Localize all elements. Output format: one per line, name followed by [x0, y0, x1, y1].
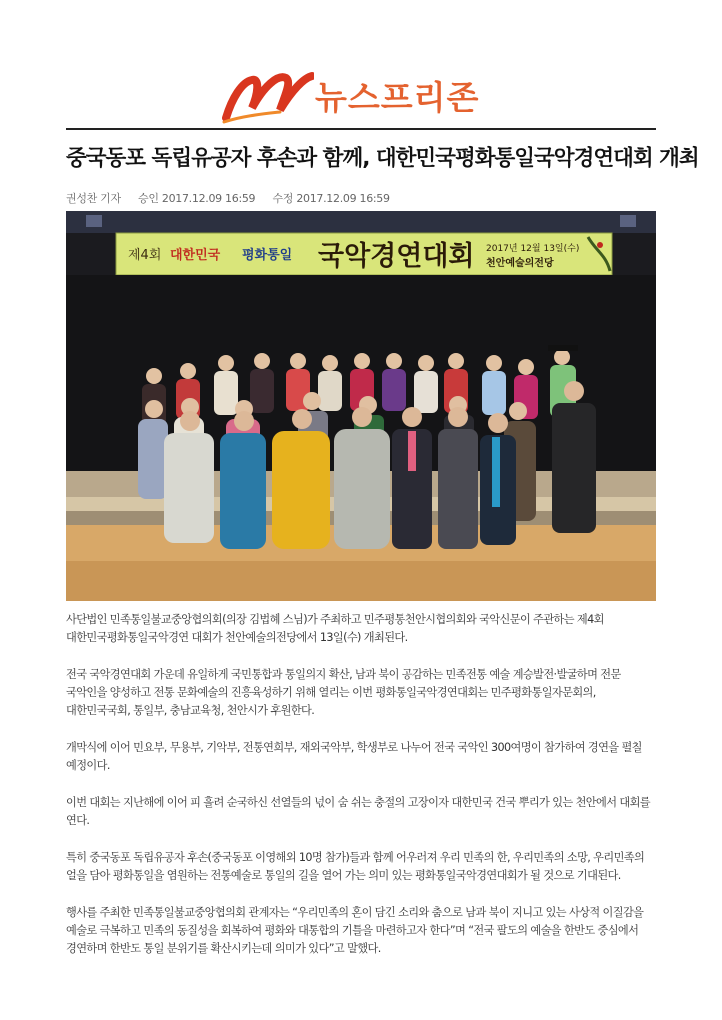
article-paragraph: 이번 대회는 지난해에 이어 피 흘려 순국하신 선열들의 넋이 숨 쉬는 충절의 고장이자 대한민국 건국 뿌리가 있는 천안에서 대회를 연다. [66, 796, 650, 827]
reporter-name[interactable]: 권성찬 기자 [66, 192, 121, 205]
article-body [66, 611, 658, 977]
article-paragraph: 전국 국악경연대회 가운데 유일하게 국민통합과 통일의지 확산, 남과 북이 공감하는 민족전통 예술 계승발전·발굴하며 전문 국악인을 양성하고 전통 문화예술의 진흥육성하기 위해 열리는 이번 평화통일국악경연대회는 민주평화통일자문회의, 대한민국국회, 통일부, 충남교육청, 천안시가 후원한다. [66, 668, 621, 717]
newsprizone-logo-icon[interactable] [222, 68, 314, 126]
modified-time: 수정 2017.12.09 16:59 [272, 192, 390, 205]
article-photo [66, 211, 656, 601]
banner-round: 제4회 [128, 248, 162, 263]
banner-venue: 천안예술의전당 [486, 258, 554, 269]
approved-time: 승인 2017.12.09 16:59 [138, 192, 256, 205]
article-meta [66, 190, 404, 206]
article-paragraph: 사단법인 민족통일불교중앙협의회(의장 김법혜 스님)가 주최하고 민주평통천안시협의회와 국악신문이 주관하는 제4회 대한민국평화통일국악경연 대회가 천안예술의전당에서 13일(수) 개최된다. [66, 613, 604, 644]
banner-peace: 평화통일 [242, 248, 293, 263]
site-logo-text[interactable]: 뉴스프리존 [315, 78, 480, 117]
masthead [0, 58, 722, 128]
group-photo-image [66, 211, 656, 601]
article-headline: 중국동포 독립유공자 후손과 함께, 대한민국평화통일국악경연대회 개최 [66, 146, 699, 171]
banner-date: 2017년 12월 13일(수) [486, 244, 580, 254]
banner-korea: 대한민국 [170, 248, 221, 263]
banner-main-title: 국악경연대회 [318, 241, 475, 272]
article-paragraph: 개막식에 이어 민요부, 무용부, 기악부, 전통연희부, 재외국악부, 학생부로 나누어 전국 국악인 300여명이 참가하여 경연을 펼칠 예정이다. [66, 741, 642, 772]
article-paragraph: 행사를 주최한 민족통일불교중앙협의회 관계자는 “우리민족의 혼이 담긴 소리와 춤으로 남과 북이 지니고 있는 사상적 이질감을 예술로 극복하고 민족의 동질성을 회복하여 평화와 대통합의 기틀을 마련하고자 한다”며 “전국 팔도의 예술을 한반도 중심에서 경연하며 한반도 통일 분위기를 확산시키는데 의미가 있다”고 말했다. [66, 906, 644, 955]
article-paragraph: 특히 중국동포 독립유공자 후손(중국동포 이영해외 10명 참가)들과 함께 어우러져 우리 민족의 한, 우리민족의 소망, 우리민족의 얼을 담아 평화통일을 염원하는 전통예술로 통일의 길을 열어 가는 의미 있는 평화통일국악경연대회가 될 것으로 기대된다. [66, 851, 645, 882]
header-divider [66, 128, 656, 130]
